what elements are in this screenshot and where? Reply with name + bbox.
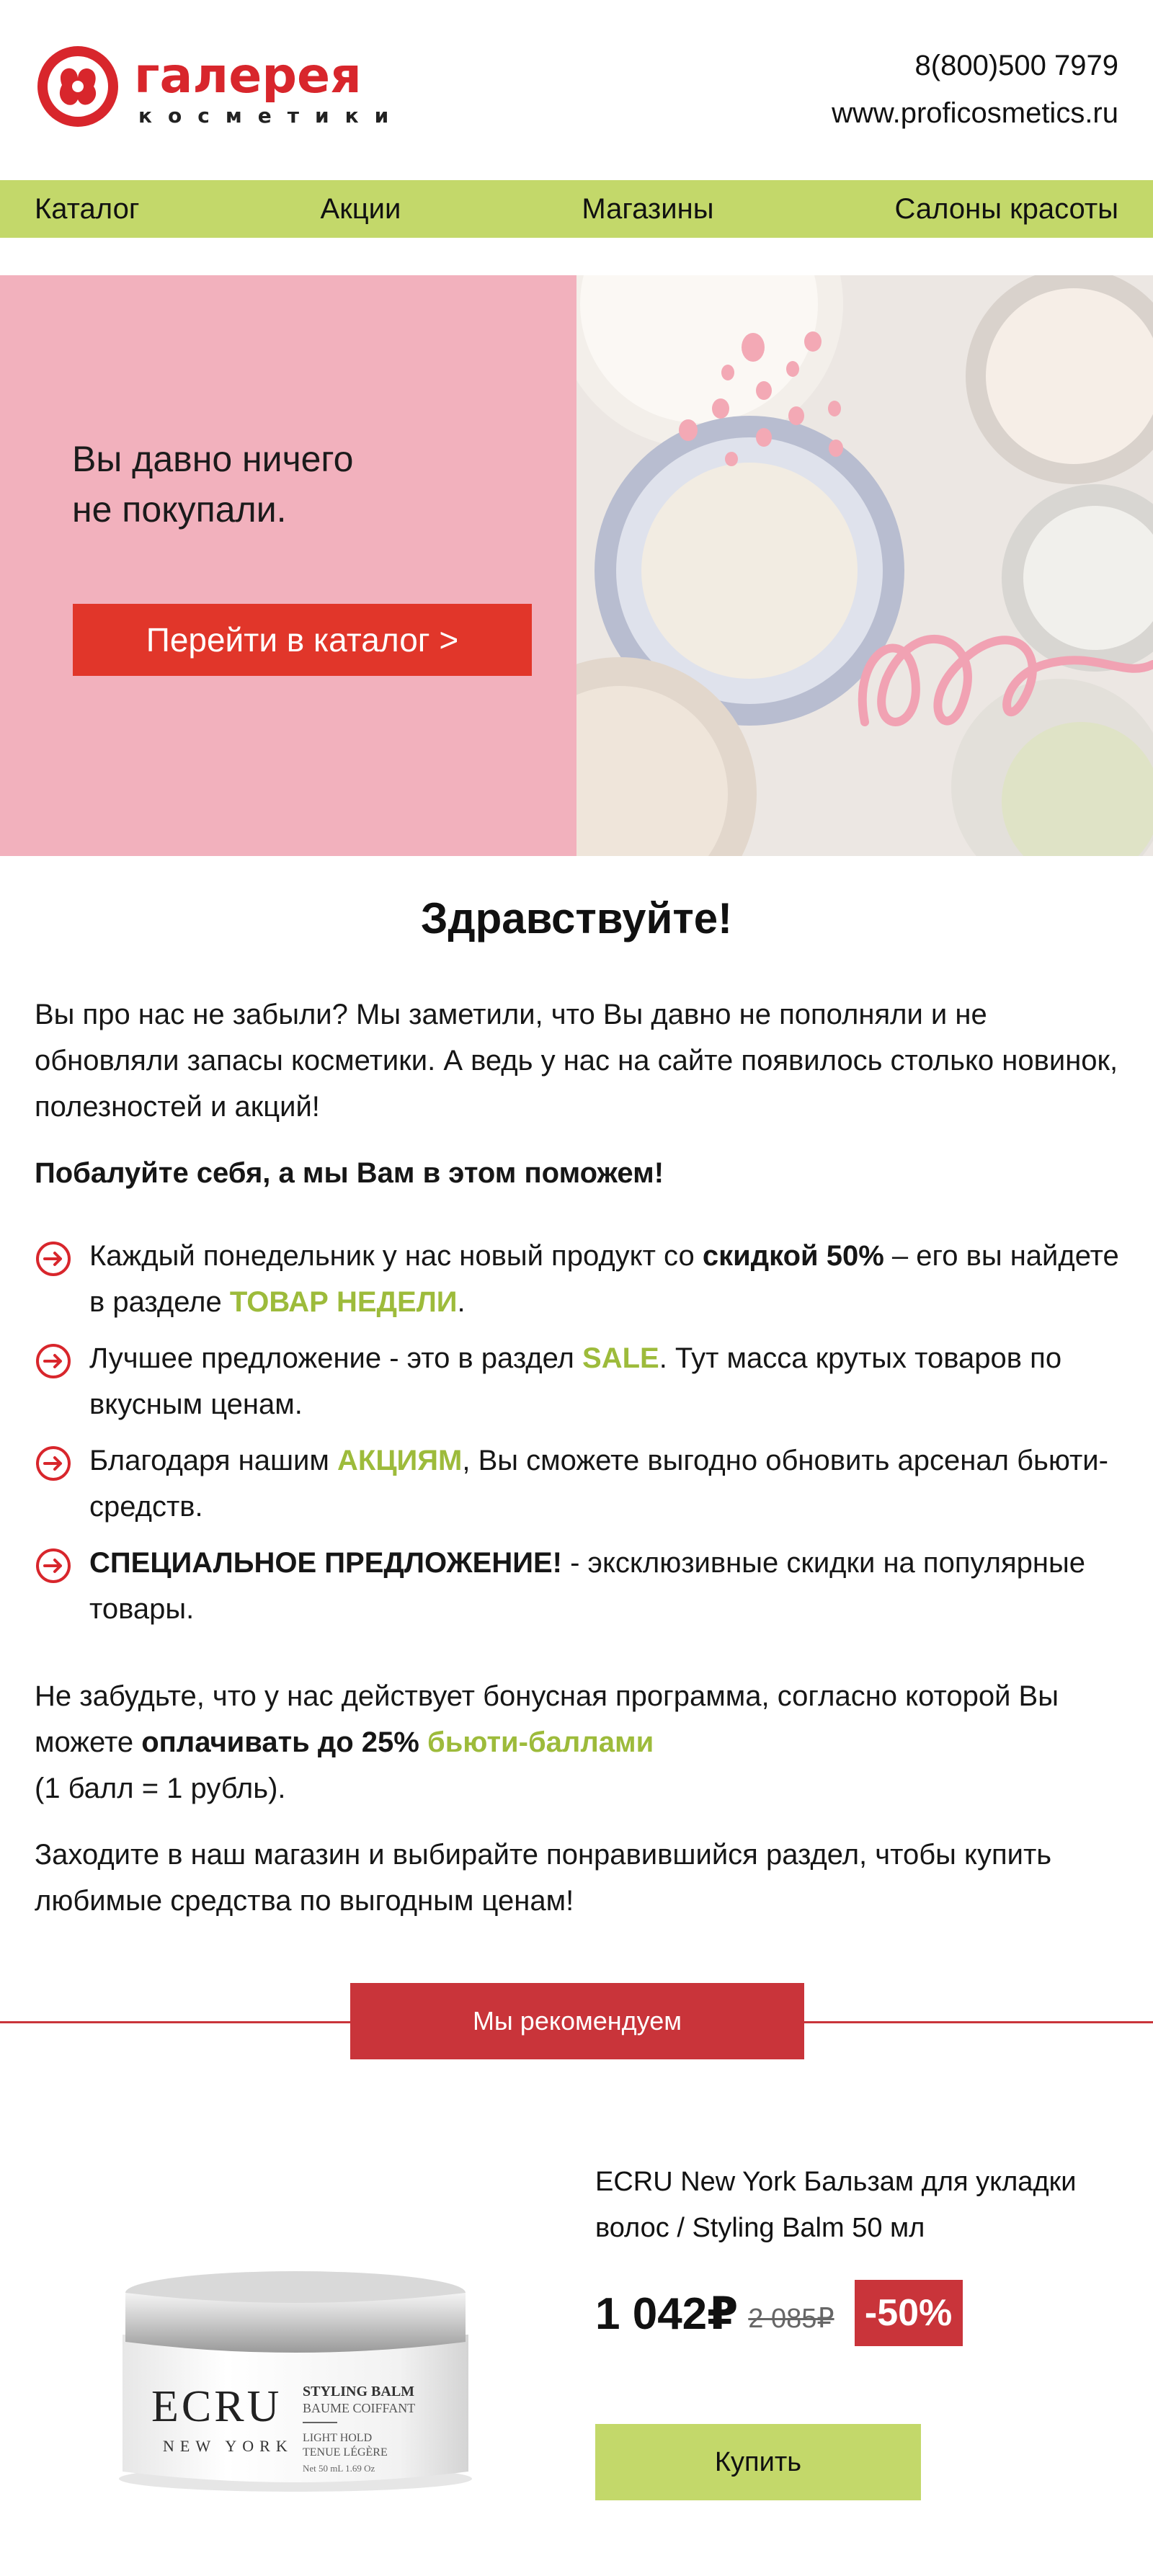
hero-text-panel <box>0 275 576 856</box>
recommend-badge: Мы рекомендуем <box>350 1983 804 2059</box>
main-nav <box>0 180 1153 238</box>
bullet-text: Каждый понедельник у нас новый продукт со скидкой 50% – его вы найдете в разделе ТОВАР НЕДЕЛИ. <box>89 1240 1119 1318</box>
arrow-circle-icon <box>35 1342 72 1380</box>
svg-text:NEW YORK: NEW YORK <box>163 2437 293 2455</box>
hero-banner <box>0 275 1153 856</box>
arrow-circle-icon <box>35 1240 72 1278</box>
promotions-link[interactable]: АКЦИЯМ <box>337 1445 463 1476</box>
go-to-catalog-button[interactable]: Перейти в каталог > <box>73 604 532 676</box>
svg-text:LIGHT HOLD: LIGHT HOLD <box>303 2432 373 2444</box>
buy-button[interactable]: Купить <box>595 2424 921 2500</box>
hero-cosmetics-image <box>576 275 1153 856</box>
bonus-paragraph: Не забудьте, что у нас действует бонусная программа, согласно которой Вы можете оплачивать до 25% бьюти-баллами (1 балл = 1 рубль). <box>35 1680 1059 1804</box>
flower-logo-icon <box>37 46 118 127</box>
nav-item-promotions[interactable]: Акции <box>320 192 401 225</box>
cosmetic-jars-illustration <box>576 275 1153 856</box>
sale-link[interactable]: SALE <box>582 1342 659 1374</box>
bullet-text: СПЕЦИАЛЬНОЕ ПРЕДЛОЖЕНИЕ! - эксклюзивные скидки на популярные товары. <box>89 1547 1085 1625</box>
bullet-text: Лучшее предложение - это в раздел SALE. Тут масса крутых товаров по вкусным ценам. <box>89 1342 1062 1420</box>
special-offer-link[interactable]: СПЕЦИАЛЬНОЕ ПРЕДЛОЖЕНИЕ! <box>89 1547 562 1579</box>
svg-text:TENUE LÉGÈRE: TENUE LÉGÈRE <box>303 2446 388 2459</box>
svg-text:ECRU: ECRU <box>151 2382 282 2431</box>
product-image[interactable] <box>108 2263 483 2493</box>
price-old: 2 085₽ <box>748 2303 834 2334</box>
beauty-points-link[interactable]: бьюти-баллами <box>427 1726 654 1758</box>
product-name[interactable]: ECRU New York Бальзам для укладки волос / Styling Balm 50 мл <box>595 2167 1077 2243</box>
svg-text:галерея: галерея <box>134 48 362 104</box>
phone-link[interactable]: 8(800)500 7979 <box>914 50 1118 81</box>
discount-badge: -50% <box>855 2280 963 2346</box>
intro-paragraph: Вы про нас не забыли? Мы заметили, что Вы давно не пополняли и не обновляли запасы косметики. А ведь у нас на сайте появилось столько новинок, полезностей и акций! <box>35 999 1118 1123</box>
svg-text:косметики: косметики <box>138 104 405 128</box>
nav-item-beauty-salons[interactable]: Салоны красоты <box>894 192 1118 225</box>
contacts <box>832 42 1118 137</box>
nav-item-stores[interactable]: Магазины <box>582 192 714 225</box>
header <box>0 0 1153 180</box>
hero-title: Вы давно ничего не покупали. <box>72 439 354 530</box>
nav-item-catalog[interactable]: Каталог <box>35 192 140 225</box>
price-row <box>595 2280 963 2346</box>
arrow-circle-icon <box>35 1445 72 1482</box>
svg-text:BAUME COIFFANT: BAUME COIFFANT <box>303 2401 416 2415</box>
treat-yourself-text: Побалуйте себя, а мы Вам в этом поможем! <box>35 1157 664 1189</box>
arrow-circle-icon <box>35 1547 72 1585</box>
svg-text:Net 50 mL 1.69 Oz: Net 50 mL 1.69 Oz <box>303 2463 375 2474</box>
bullet-text: Благодаря нашим АКЦИЯМ, Вы сможете выгодно обновить арсенал бьюти-средств. <box>89 1445 1108 1523</box>
svg-text:STYLING BALM: STYLING BALM <box>303 2384 415 2399</box>
price-current: 1 042₽ <box>595 2288 739 2339</box>
product-of-week-link[interactable]: ТОВАР НЕДЕЛИ <box>229 1286 458 1318</box>
greeting-heading: Здравствуйте! <box>420 894 733 942</box>
website-link[interactable]: www.proficosmetics.ru <box>832 97 1118 129</box>
logo[interactable] <box>33 42 480 132</box>
outro-paragraph: Заходите в наш магазин и выбирайте понравившийся раздел, чтобы купить любимые средства по выгодным ценам! <box>35 1839 1052 1917</box>
